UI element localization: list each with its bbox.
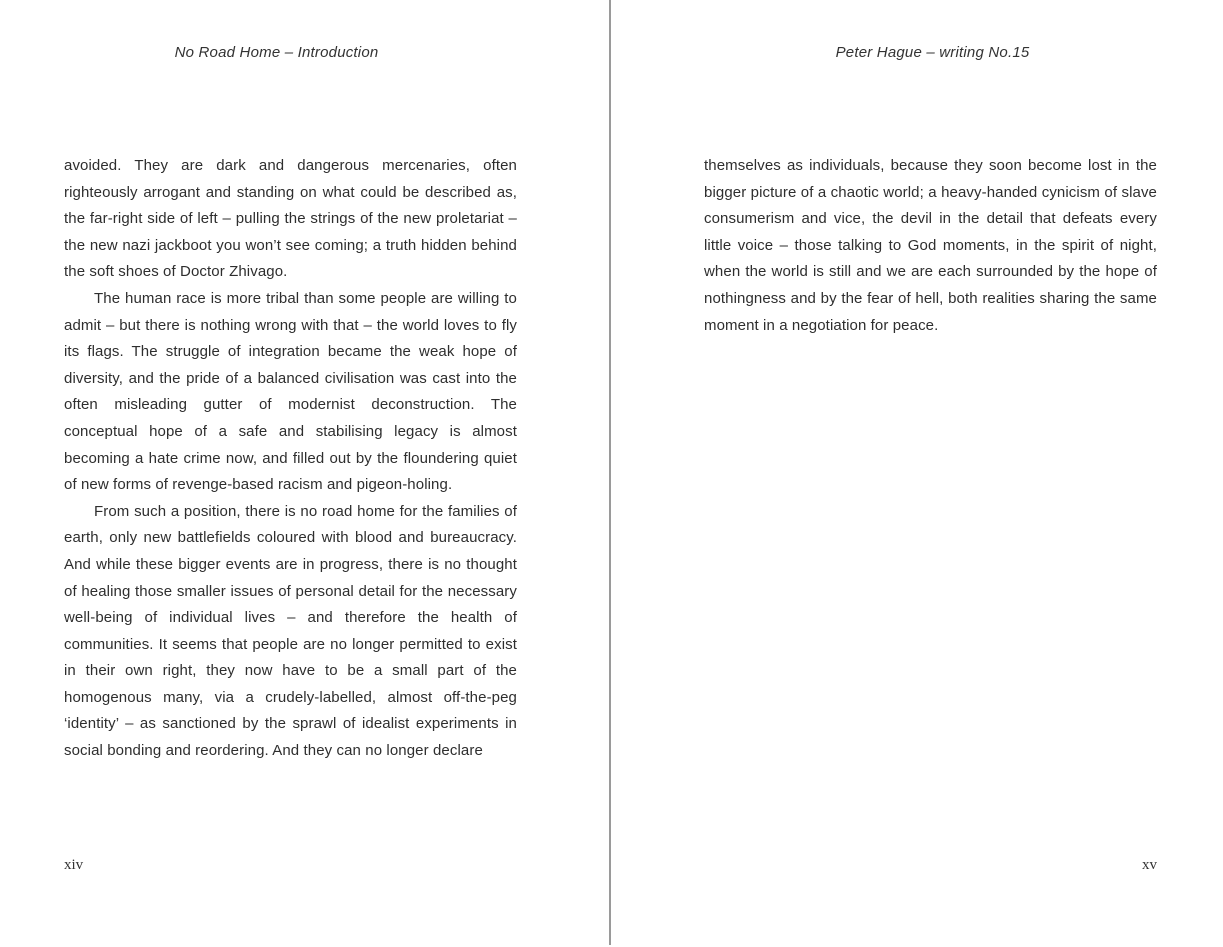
paragraph: avoided. They are dark and dangerous mercenaries, often righteously arrogant and standing on what could be described as, the far-right side of left – pulling the strings of the new proletariat – the new nazi jackboot you won’t see coming; a truth hidden behind the soft shoes of Doctor Zhivago. [64,157,517,281]
paragraph: From such a position, there is no road home for the families of earth, only new battlefields coloured with blood and bureaucracy. And while these bigger events are in progress, there is no thought of healing those smaller issues of personal detail for the necessary well-being of individual lives – and therefore the health of communities. It seems that people are no longer permitted to exist in their own right, they now have to be a small part of the homogenous many, via a crudely-labelled, almost off-the-peg ‘identity’ – as sanctioned by the sprawl of idealist experiments in social bonding and reordering. And they can no longer declare [64,502,517,760]
right-page-running-header: Peter Hague – writing No.15 [835,44,1030,61]
paragraph: themselves as individuals, because they soon become lost in the bigger picture of a chaotic world; a heavy-handed cynicism of slave consumerism and vice, the devil in the detail that defeats every little voice – those talking to God moments, in the spirit of night, when the world is still and we are each surrounded by the hope of nothingness and by the fear of hell, both realities sharing the same moment in a negotiation for peace. [704,157,1157,334]
left-page-text-column [64,153,517,765]
left-page-number: xiv [64,857,84,873]
paragraph: The human race is more tribal than some people are willing to admit – but there is nothing wrong with that – the world loves to fly its flags. The struggle of integration became the weak hope of diversity, and the pride of a balanced civilisation was cast into the often misleading gutter of modernist deconstruction. The conceptual hope of a safe and stabilising legacy is almost becoming a hate crime now, and filled out by the floundering quiet of new forms of revenge-based racism and pigeon-holing. [64,289,517,494]
right-page-text-column [704,153,1157,339]
page-gutter-divider [609,0,611,945]
right-page-number: xv [1142,857,1157,873]
left-page-running-header: No Road Home – Introduction [174,44,379,61]
